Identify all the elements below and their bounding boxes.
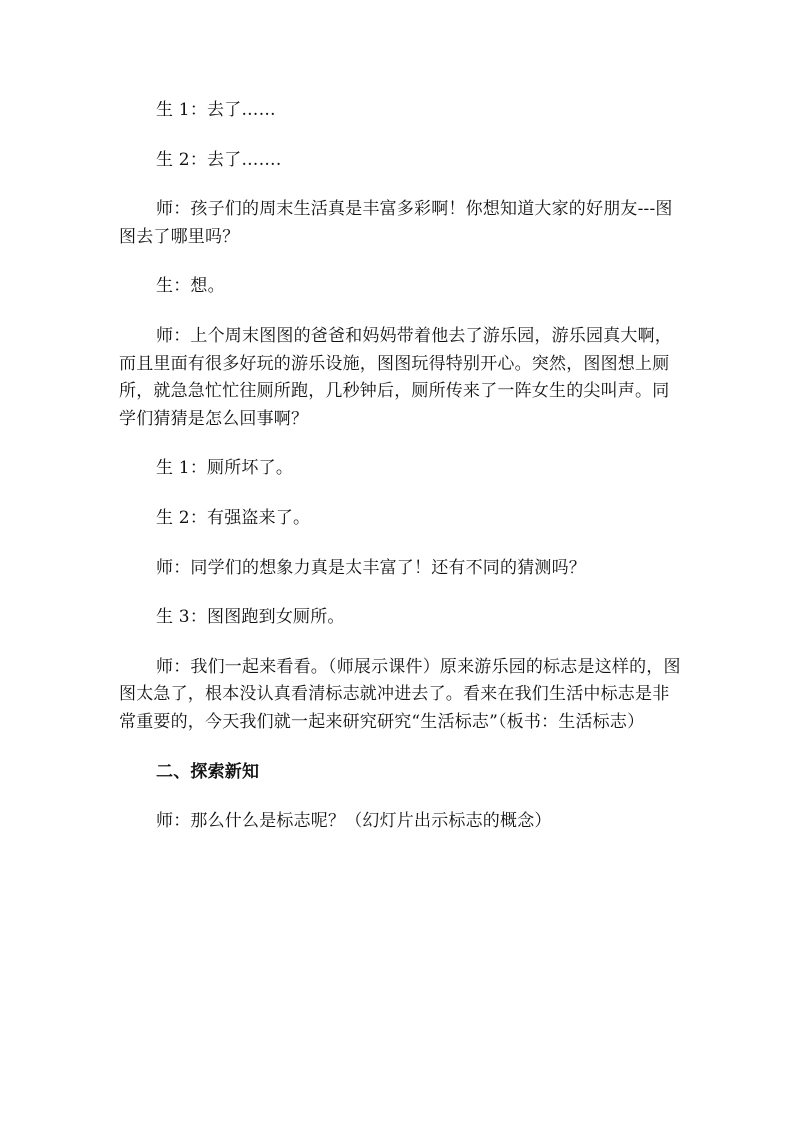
paragraph-teacher-reveal: 师：我们一起来看看。（师展示课件）原来游乐园的标志是这样的，图图太急了，根本没认真看清标志就冲进去了。看来在我们生活中标志是非常重要的，今天我们就一起来研究研究“生活标志”（板书：生活标志）	[119, 656, 681, 732]
paragraph-teacher-question-weekend: 师：孩子们的周末生活真是丰富多彩啊！你想知道大家的好朋友---图图去了哪里吗？	[119, 199, 673, 247]
paragraph-teacher-story: 师：上个周末图图的爸爸和妈妈带着他去了游乐园，游乐园真大啊，而且里面有很多好玩的游乐设施，图图玩得特别开心。突然，图图想上厕所，就急急忙忙往厕所跑，几秒钟后，厕所传来了一阵女生的尖叫声。同学们猜猜是怎么回事啊？	[119, 325, 672, 429]
document-body	[119, 97, 681, 836]
paragraph-student2-answer: 生 2：去了…….	[156, 149, 299, 170]
paragraph-teacher-praise: 师：同学们的想象力真是太丰富了！还有不同的猜测吗？	[156, 557, 586, 578]
paragraph-student-want: 生：想。	[156, 276, 225, 297]
paragraph-student2-guess: 生 2：有强盗来了。	[156, 507, 311, 528]
paragraph-student3-guess: 生 3：图图跑到女厕所。	[156, 607, 345, 628]
paragraph-teacher-what-is-sign: 师：那么什么是标志呢？（幻灯片出示标志的概念）	[156, 811, 552, 832]
paragraph-student1-guess: 生 1：厕所坏了。	[156, 458, 294, 479]
paragraph-student1-answer: 生 1：去了……	[156, 100, 276, 120]
section-heading-explore: 二、探索新知	[156, 761, 260, 782]
